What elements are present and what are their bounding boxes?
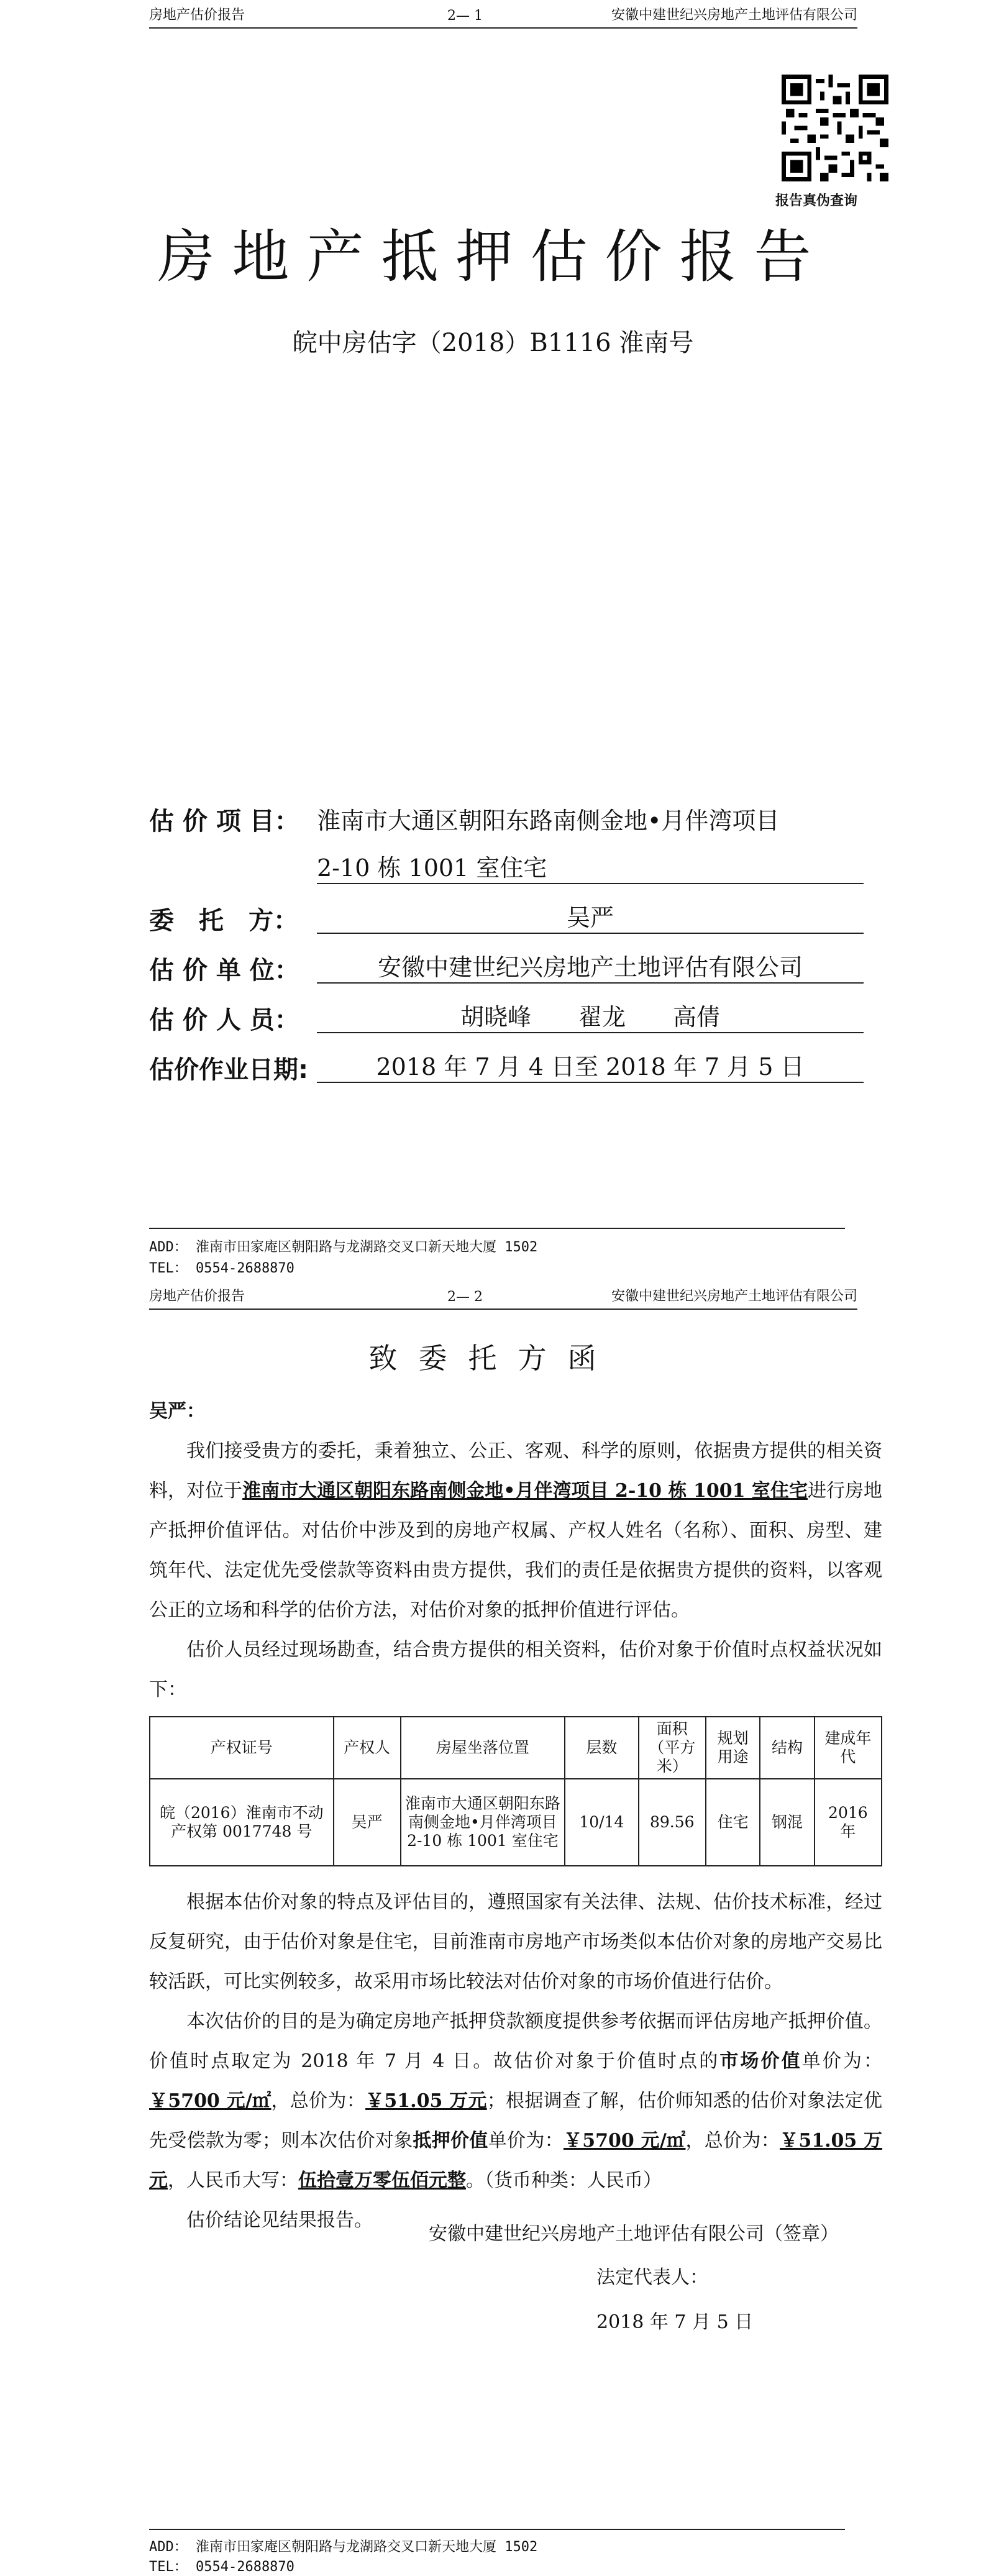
date-value: 2018 年 7 月 4 日至 2018 年 7 月 5 日 — [317, 1048, 864, 1083]
appraiser-label: 估 价 人 员： — [149, 1006, 299, 1035]
page2-header — [149, 1281, 857, 1310]
table-header: 规划用途 — [706, 1717, 760, 1779]
client-value: 吴严 — [317, 898, 864, 934]
paragraph-3: 根据本估价对象的特点及评估目的，遵照国家有关法律、法规、估价技术标准，经过反复研究，由于估价对象是住宅，目前淮南市房地产市场类似本估价对象的房地产交易比较活跃，可比实例较多，故采用市场比较法对估价对象的市场价值进行估价。 — [149, 1891, 882, 1993]
letter-title: 致委托方函 — [368, 1341, 618, 1375]
paragraph-4: 本次估价的目的是为确定房地产抵押贷款额度提供参考依据而评估房地产抵押价值。价值时点取定为 2018 年 7 月 4 日。故估价对象于价值时点的市场价值单价为：￥5700 元/㎡，总价为：￥51.05 万元；根据调查了解，估价师知悉的估价对象法定优先受偿款为零；则本次估价对象抵押价值单价为：￥5700 元/㎡，总价为：￥51.05 万元，人民币大写：伍拾壹万零伍佰元整。（货币种类：人民币） — [149, 2011, 883, 2191]
footer-divider — [149, 1228, 845, 1229]
report-title: 房地产抵押估价报告 — [157, 224, 829, 290]
project-value-line1: 淮南市大通区朝阳东路南侧金地•月伴湾项目 — [317, 807, 780, 834]
header-right: 安徽中建世纪兴房地产土地评估有限公司 — [611, 1289, 857, 1304]
client-label: 委 托 方： — [149, 907, 298, 935]
property-rights-table — [149, 1716, 882, 1866]
salutation: 吴严： — [149, 1400, 205, 1422]
page1-header — [149, 0, 857, 29]
header-page-number: 2— 1 — [447, 8, 483, 24]
table-header: 产权证号 — [150, 1717, 334, 1779]
table-cell: 淮南市大通区朝阳东路南侧金地•月伴湾项目 2-10 栋 1001 室住宅 — [401, 1779, 565, 1866]
appraiser-value: 胡晓峰 翟龙 高倩 — [317, 998, 864, 1033]
qr-code-icon[interactable] — [782, 75, 888, 181]
property-address: 淮南市大通区朝阳东路南侧金地•月伴湾项目 2-10 栋 1001 室住宅 — [242, 1480, 808, 1502]
table-cell: 10/14 — [565, 1779, 639, 1866]
table-header: 房屋坐落位置 — [401, 1717, 565, 1779]
footer-address: ADD： 淮南市田家庵区朝阳路与龙湖路交叉口新天地大厦 1502 — [149, 1240, 538, 1255]
amount-in-words: 伍拾壹万零伍佰元整 — [298, 2170, 466, 2191]
table-header: 面积（平方米） — [639, 1717, 706, 1779]
paragraph-2: 估价人员经过现场勘查，结合贵方提供的相关资料，估价对象于价值时点权益状况如下： — [149, 1639, 882, 1701]
table-cell: 89.56 — [639, 1779, 706, 1866]
letter-body-continued — [149, 1883, 882, 2240]
table-cell: 皖（2016）淮南市不动产权第 0017748 号 — [150, 1779, 334, 1866]
signature-date: 2018 年 7 月 5 日 — [596, 2311, 754, 2333]
paragraph-5: 估价结论见结果报告。 — [186, 2209, 373, 2231]
table-header: 结构 — [760, 1717, 814, 1779]
legal-representative: 法定代表人： — [596, 2267, 708, 2288]
unit-value: 安徽中建世纪兴房地产土地评估有限公司 — [317, 948, 864, 984]
footer-tel: TEL： 0554-2688870 — [149, 1261, 294, 1276]
mortgage-unit-price: ￥5700 元/㎡ — [563, 2130, 686, 2152]
company-signature: 安徽中建世纪兴房地产土地评估有限公司（签章） — [429, 2223, 839, 2245]
table-cell: 钢混 — [760, 1779, 814, 1866]
footer-address: ADD： 淮南市田家庵区朝阳路与龙湖路交叉口新天地大厦 1502 — [149, 2539, 538, 2555]
project-label: 估 价 项 目： — [149, 807, 299, 836]
footer-divider — [149, 2529, 845, 2530]
table-cell: 住宅 — [706, 1779, 760, 1866]
document-number: 皖中房估字（2018）B1116 淮南号 — [292, 329, 694, 357]
letter-body — [149, 1392, 882, 1710]
project-value-line2: 2-10 栋 1001 室住宅 — [317, 849, 864, 884]
header-page-number: 2— 2 — [447, 1289, 483, 1305]
table-cell: 吴严 — [334, 1779, 401, 1866]
table-header: 建成年代 — [815, 1717, 882, 1779]
header-left: 房地产估价报告 — [149, 7, 245, 23]
market-total-price: ￥51.05 万元 — [365, 2090, 487, 2112]
table-header: 层数 — [565, 1717, 639, 1779]
paragraph-1: 我们接受贵方的委托，秉着独立、公正、客观、科学的原则，依据贵方提供的相关资料，对位于淮南市大通区朝阳东路南侧金地•月伴湾项目 2-10 栋 1001 室住宅进行房地产抵押价值评估。对估价中涉及到的房地产权属、产权人姓名（名称）、面积、房型、建筑年代、法定优先受偿款等资料由贵方提供，我们的责任是依据贵方提供的资料，以客观公正的立场和科学的估价方法，对估价对象的抵押价值进行评估。 — [149, 1440, 883, 1621]
footer-tel: TEL： 0554-2688870 — [149, 2559, 294, 2575]
table-row — [150, 1779, 882, 1866]
market-unit-price: ￥5700 元/㎡ — [149, 2090, 272, 2112]
header-right: 安徽中建世纪兴房地产土地评估有限公司 — [611, 7, 857, 23]
qr-caption: 报告真伪查询 — [775, 193, 858, 209]
header-left: 房地产估价报告 — [149, 1289, 245, 1304]
table-header-row — [150, 1717, 882, 1779]
table-header: 产权人 — [334, 1717, 401, 1779]
mortgage-total-price: ￥51.05 万元 — [149, 2130, 883, 2191]
table-cell: 2016 年 — [815, 1779, 882, 1866]
date-label: 估价作业日期: — [149, 1056, 308, 1084]
unit-label: 估 价 单 位： — [149, 956, 299, 985]
